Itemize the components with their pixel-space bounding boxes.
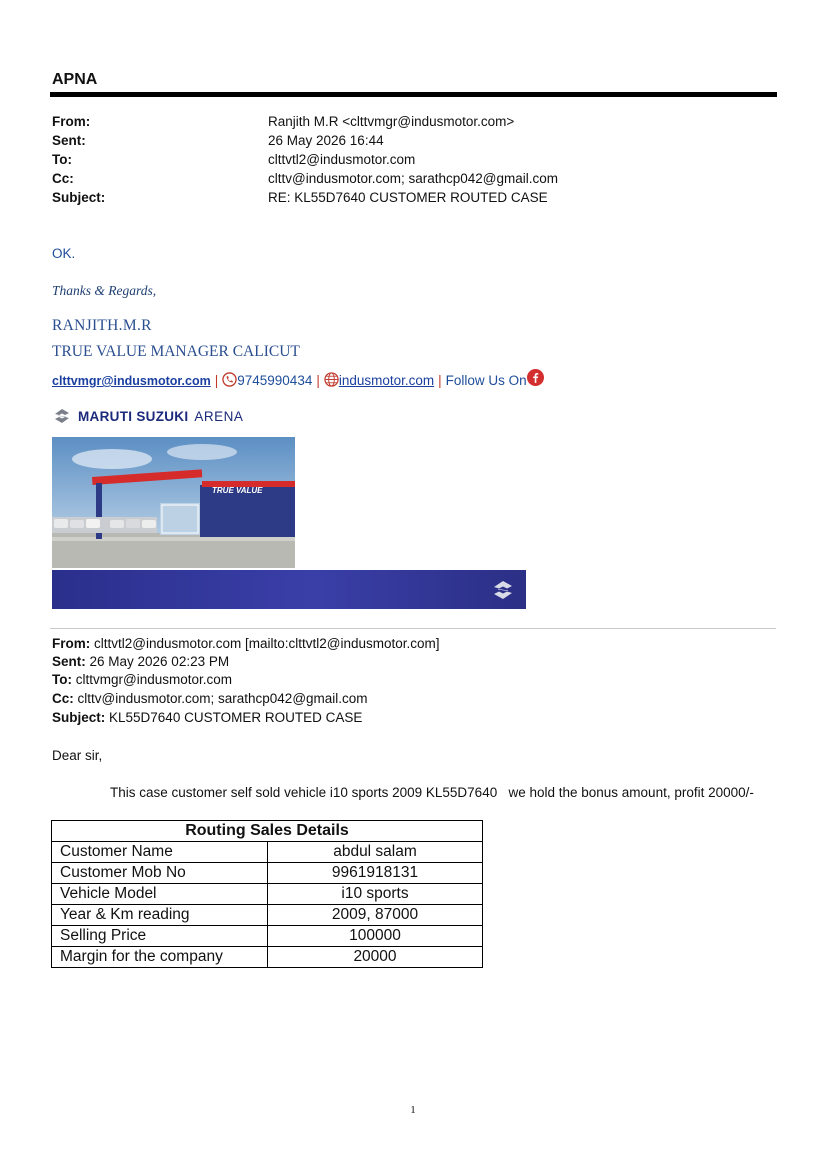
row-label: Year & Km reading [52, 905, 268, 926]
suzuki-logo-icon [490, 577, 516, 603]
fwd-subject [52, 710, 362, 725]
row-label: Margin for the company [52, 947, 268, 968]
page-number: 1 [410, 1104, 416, 1116]
closing-text: Thanks & Regards, [52, 283, 157, 298]
follow-us-text: Follow Us On [445, 373, 527, 388]
row-value: 20000 [268, 947, 483, 968]
reply-body: OK. [52, 246, 76, 261]
greeting: Dear sir, [52, 748, 103, 763]
separator: | [438, 373, 442, 388]
cc-label: Cc: [52, 171, 74, 186]
separator: | [316, 373, 320, 388]
fwd-cc-label: Cc: [52, 691, 74, 706]
photo-sign-text: TRUE VALUE [212, 486, 263, 495]
fwd-subject-label: Subject: [52, 710, 106, 725]
fwd-cc-value: clttv@indusmotor.com; sarathcp042@gmail.com [73, 691, 368, 706]
signature-role: TRUE VALUE MANAGER CALICUT [52, 343, 300, 360]
signature-contact-line [52, 369, 544, 388]
fwd-sent-value: 26 May 2026 02:23 PM [85, 654, 230, 669]
fwd-from-value: clttvtl2@indusmotor.com [mailto:clttvtl2@indusmotor.com] [90, 636, 440, 651]
fwd-sent [52, 654, 229, 669]
routing-sales-table [51, 820, 483, 968]
brand-name: MARUTI SUZUKI [78, 408, 189, 424]
fwd-cc [52, 691, 368, 706]
table-header-row [52, 821, 483, 842]
table-row [52, 884, 483, 905]
row-label: Selling Price [52, 926, 268, 947]
brand-banner [52, 570, 526, 609]
document-title: APNA [52, 71, 98, 88]
brand-arena: ARENA [194, 408, 244, 424]
maruti-suzuki-arena-brand [52, 404, 243, 428]
phone-icon [222, 373, 237, 388]
table-title: Routing Sales Details [52, 821, 483, 842]
signature-email-link[interactable]: clttvmgr@indusmotor.com [52, 374, 211, 388]
row-value: abdul salam [268, 842, 483, 863]
row-value: i10 sports [268, 884, 483, 905]
sent-value: 26 May 2026 16:44 [268, 133, 384, 148]
website-link[interactable]: indusmotor.com [338, 373, 435, 388]
separator: | [214, 373, 219, 388]
fwd-subject-value: KL55D7640 CUSTOMER ROUTED CASE [105, 710, 363, 725]
title-rule [50, 92, 777, 97]
fwd-sent-label: Sent: [52, 654, 86, 669]
suzuki-logo-icon [52, 406, 72, 426]
table-row [52, 863, 483, 884]
cc-value: clttv@indusmotor.com; sarathcp042@gmail.com [268, 171, 559, 186]
row-value: 9961918131 [268, 863, 483, 884]
from-label: From: [52, 114, 91, 129]
subject-label: Subject: [52, 190, 106, 205]
to-label: To: [52, 152, 72, 167]
phone-number: 9745990434 [237, 373, 313, 388]
subject-value: RE: KL55D7640 CUSTOMER ROUTED CASE [268, 190, 548, 205]
row-label: Vehicle Model [52, 884, 268, 905]
table-row [52, 842, 483, 863]
fwd-to-value: clttvmgr@indusmotor.com [72, 672, 232, 687]
fwd-from-label: From: [52, 636, 91, 651]
fwd-to-label: To: [52, 672, 72, 687]
row-value: 100000 [268, 926, 483, 947]
sent-label: Sent: [52, 133, 86, 148]
row-label: Customer Name [52, 842, 268, 863]
table-row [52, 926, 483, 947]
fwd-from [52, 636, 440, 651]
forwarded-body: This case customer self sold vehicle i10 sports 2009 KL55D7640 we hold the bonus amount, profit 20000/- [110, 785, 754, 800]
fwd-to [52, 672, 232, 687]
table-row [52, 947, 483, 968]
to-value: clttvtl2@indusmotor.com [268, 152, 416, 167]
facebook-icon[interactable] [527, 373, 544, 388]
showroom-photo [52, 437, 295, 568]
table-row [52, 905, 483, 926]
globe-icon [324, 373, 339, 388]
from-value: Ranjith M.R <clttvmgr@indusmotor.com> [268, 114, 515, 129]
row-value: 2009, 87000 [268, 905, 483, 926]
row-label: Customer Mob No [52, 863, 268, 884]
signature-name: RANJITH.M.R [52, 317, 152, 334]
message-separator [50, 628, 776, 629]
